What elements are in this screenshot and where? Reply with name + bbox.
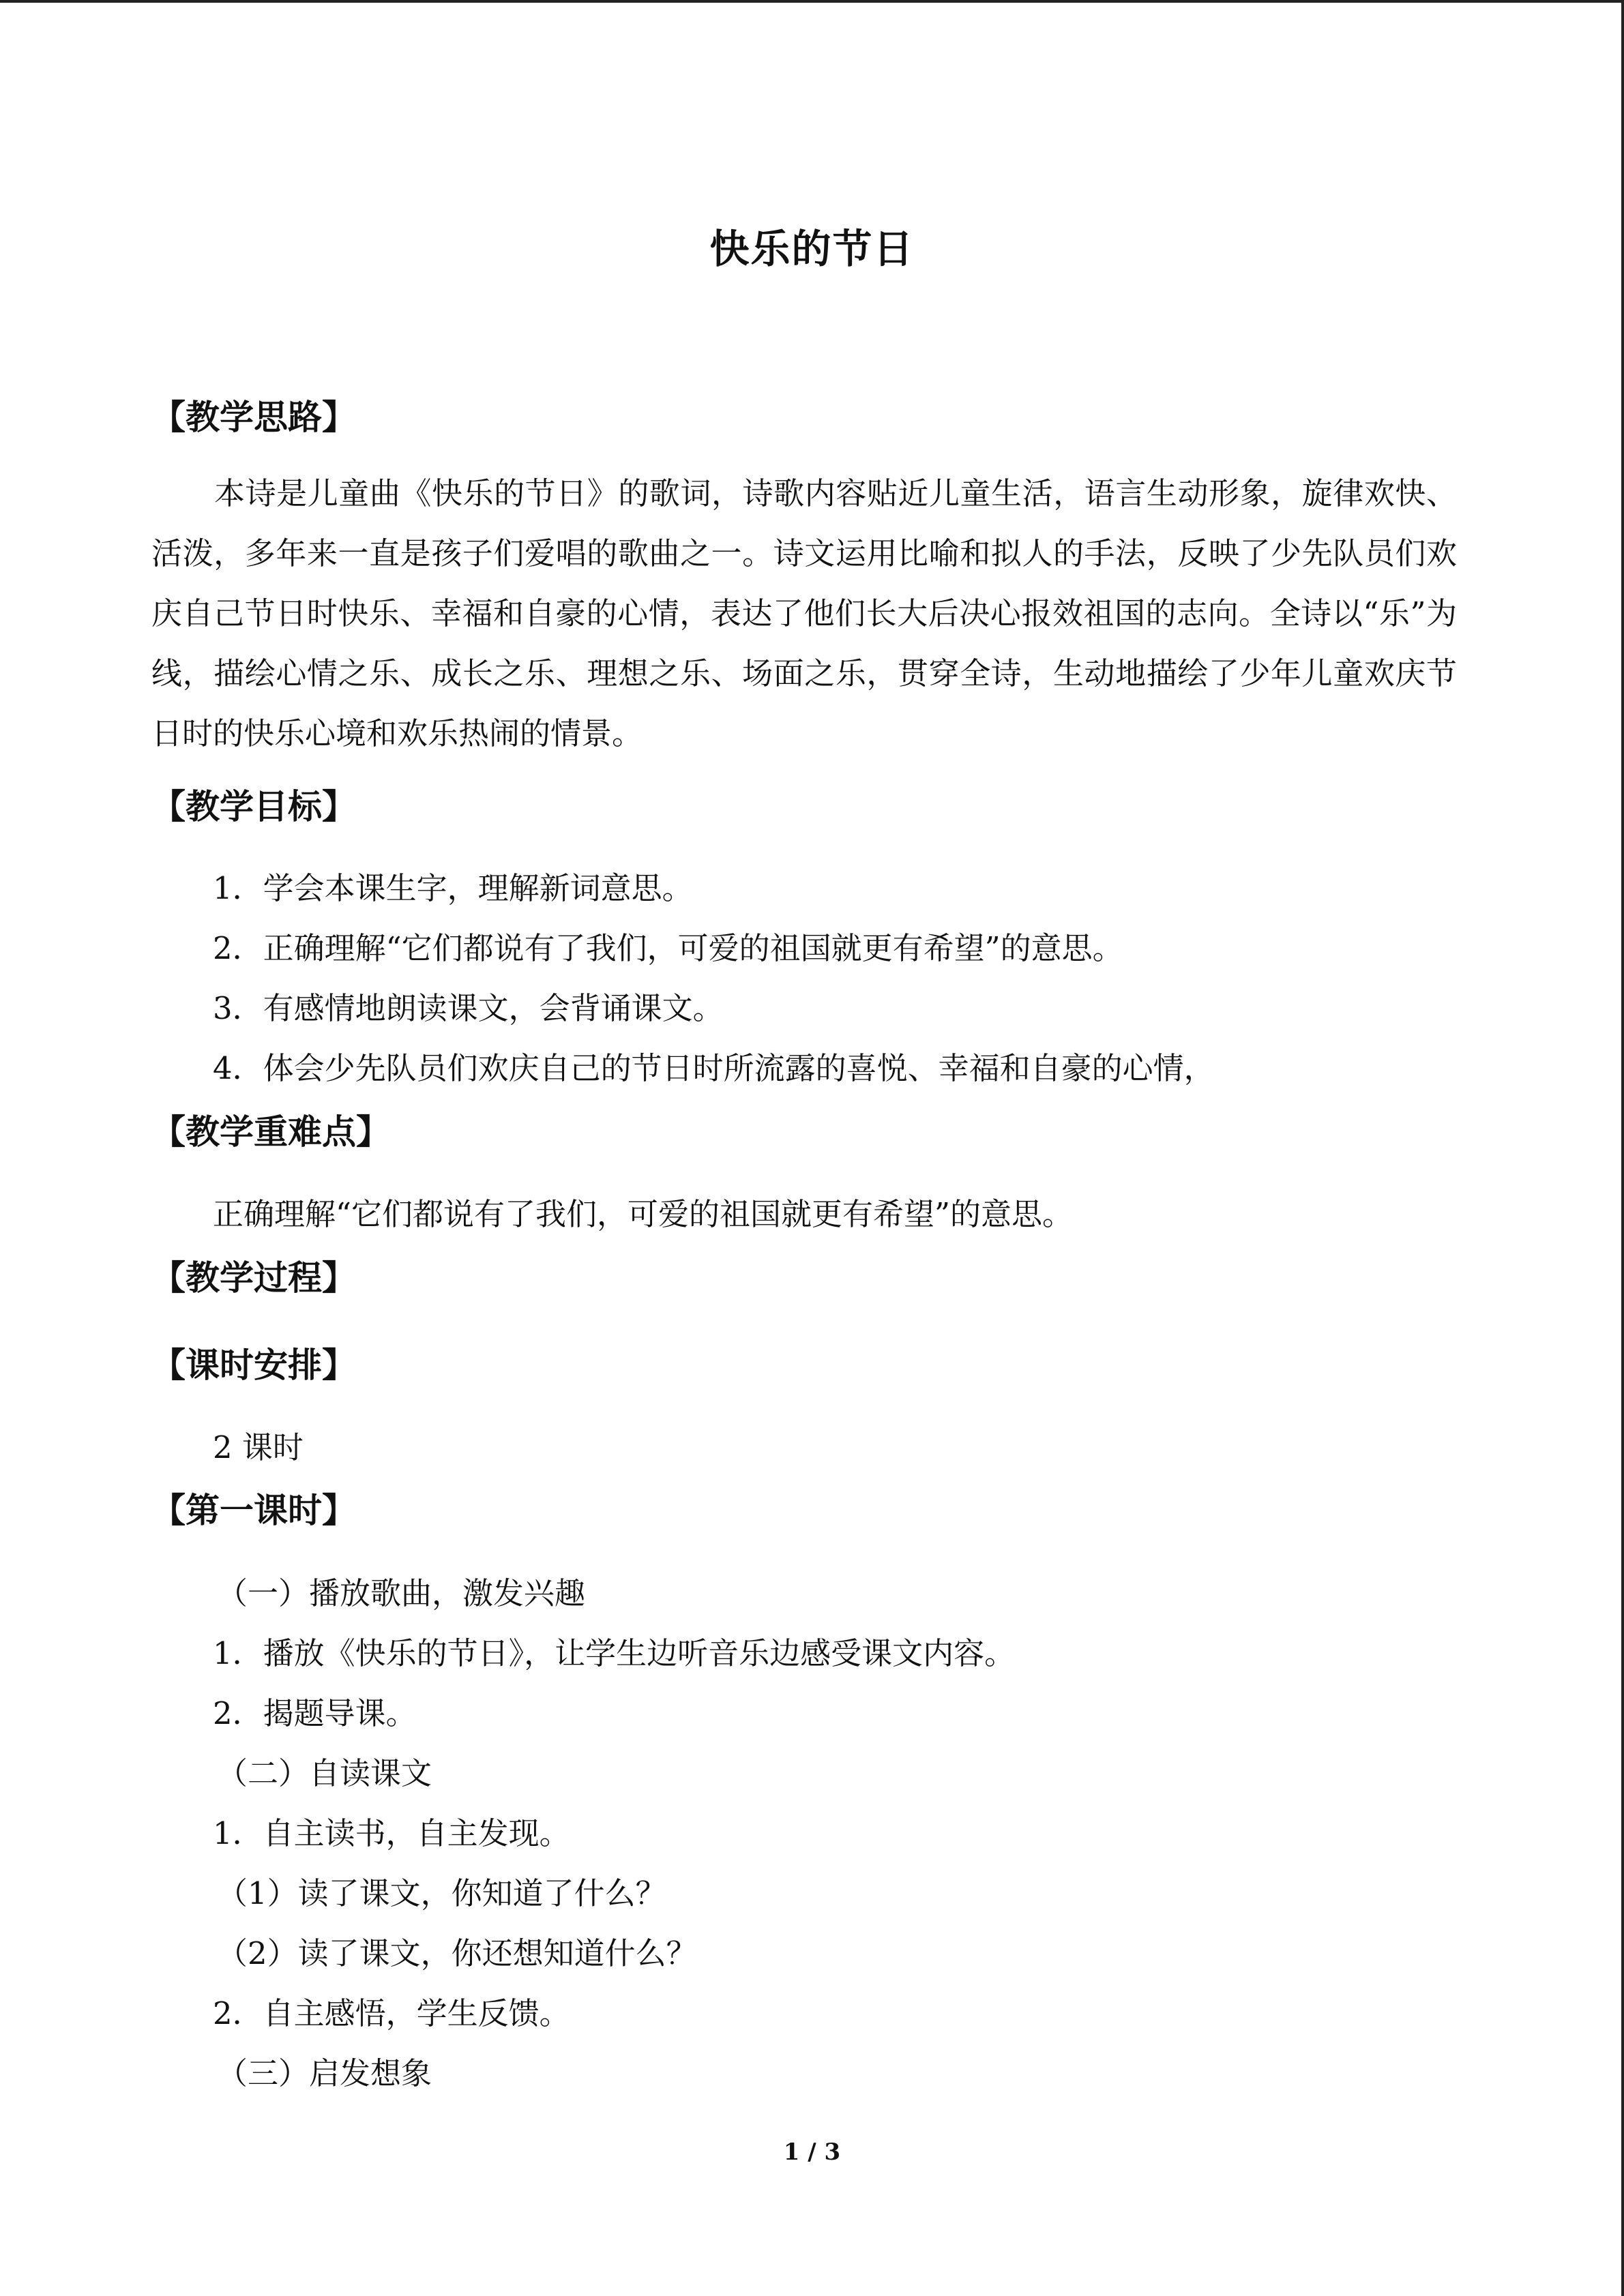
goal-item-1: 1．学会本课生字，理解新词意思。 — [213, 870, 693, 906]
heading-teaching-goals: 【教学目标】 — [151, 786, 356, 826]
lesson-line: 2．自主感悟，学生反馈。 — [213, 1995, 570, 2031]
teaching-thinking-paragraph: 本诗是儿童曲《快乐的节日》的歌词，诗歌内容贴近儿童生活，语言生动形象，旋律欢快、活泼，多年来一直是孩子们爱唱的歌曲之一。诗文运用比喻和拟人的手法，反映了少先队员们欢庆自己节日时快乐、幸福和自豪的心情，表达了他们长大后决心报效祖国的志向。全诗以“乐”为线，描绘心情之乐、成长之乐、理想之乐、场面之乐，贯穿全诗，生动地描绘了少年儿童欢庆节日时的快乐心境和欢乐热闹的情景。 — [151, 475, 1457, 751]
heading-teaching-thinking: 【教学思路】 — [151, 397, 356, 437]
heading-first-lesson: 【第一课时】 — [151, 1490, 356, 1530]
lesson-line: 1．自主读书，自主发现。 — [213, 1815, 570, 1851]
heading-schedule: 【课时安排】 — [151, 1345, 356, 1385]
right-border — [1621, 0, 1624, 2296]
heading-teaching-process: 【教学过程】 — [151, 1257, 356, 1298]
key-points-text: 正确理解“它们都说有了我们，可爱的祖国就更有希望”的意思。 — [213, 1196, 1074, 1232]
page-number: 1 / 3 — [783, 2138, 841, 2166]
lesson-line: （一）播放歌曲，激发兴趣 — [217, 1575, 586, 1611]
lesson-line: （1）读了课文，你知道了什么？ — [217, 1875, 666, 1911]
lesson-line: 2．揭题导课。 — [213, 1695, 417, 1731]
top-border — [0, 0, 1624, 3]
heading-key-points: 【教学重难点】 — [151, 1112, 390, 1152]
schedule-text: 2 课时 — [213, 1429, 304, 1465]
lesson-line: 1．播放《快乐的节日》，让学生边听音乐边感受课文内容。 — [213, 1635, 1016, 1671]
lesson-line: （2）读了课文，你还想知道什么？ — [217, 1935, 697, 1971]
document-title: 快乐的节日 — [709, 226, 915, 272]
goal-item-4: 4．体会少先队员们欢庆自己的节日时所流露的喜悦、幸福和自豪的心情， — [213, 1050, 1215, 1086]
lesson-line: （二）自读课文 — [217, 1755, 432, 1791]
lesson-line: （三）启发想象 — [217, 2055, 432, 2091]
goal-item-3: 3．有感情地朗读课文，会背诵课文。 — [213, 990, 724, 1026]
goal-item-2: 2．正确理解“它们都说有了我们，可爱的祖国就更有希望”的意思。 — [213, 930, 1123, 966]
